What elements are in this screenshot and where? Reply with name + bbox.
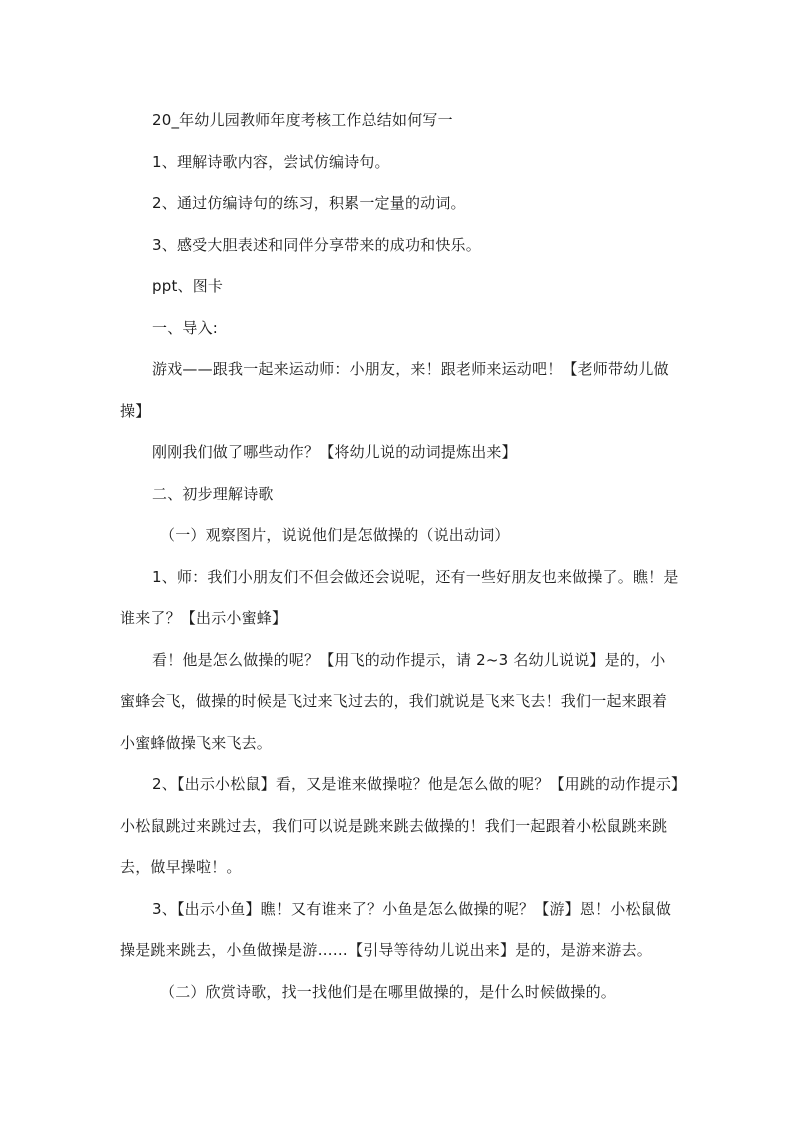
paragraph-bee: 看！他是怎么做操的呢？【用飞的动作提示，请 2~3 名幼儿说说】是的，小蜜蜂会飞，做操的时候是飞过来飞过去的，我们就说是飞来飞去！我们一起来跟着小蜜蜂做操飞来飞去。 [120,650,668,752]
paragraph-step-1: 1、师：我们小朋友们不但会做还会说呢，还有一些好朋友也来做操了。瞧！是谁来了？【出示小蜜蜂】 [120,567,679,627]
goal-1: 1、理解诗歌内容，尝试仿编诗句。 [152,152,390,171]
paragraph-game: 游戏——跟我一起来运动师：小朋友，来！跟老师来运动吧！【老师带幼儿做操】 [120,360,669,420]
paragraph-step-2: 2、【出示小松鼠】看，又是谁来做操啦？他是怎么做的呢？【用跳的动作提示】小松鼠跳过来跳过去，我们可以说是跳来跳去做操的！我们一起跟着小松鼠跳来跳去，做早操啦！。 [120,775,679,876]
paragraph-actions: 刚刚我们做了哪些动作？【将幼儿说的动词提炼出来】 [152,443,517,461]
subsection-appreciate: （二）欣赏诗歌，找一找他们是在哪里做操的，是什么时候做操的。 [160,982,617,1001]
document-body [120,100,680,1013]
goal-3: 3、感受大胆表述和同伴分享带来的成功和快乐。 [152,235,481,254]
section-heading-intro: 一、导入: [152,318,219,337]
document-title: 20_年幼儿园教师年度考核工作总结如何写一 [152,111,453,129]
paragraph-step-3: 3、【出示小鱼】瞧！又有谁来了？小鱼是怎么做操的呢？【游】恩！小松鼠做操是跳来跳去，小鱼做操是游……【引导等待幼儿说出来】是的，是游来游去。 [120,899,672,959]
goal-2: 2、通过仿编诗句的练习，积累一定量的动词。 [152,194,466,212]
materials: ppt、图卡 [152,277,224,295]
section-heading-poem: 二、初步理解诗歌 [152,484,274,503]
subsection-observe: （一）观察图片，说说他们是怎做操的（说出动词） [160,526,510,544]
